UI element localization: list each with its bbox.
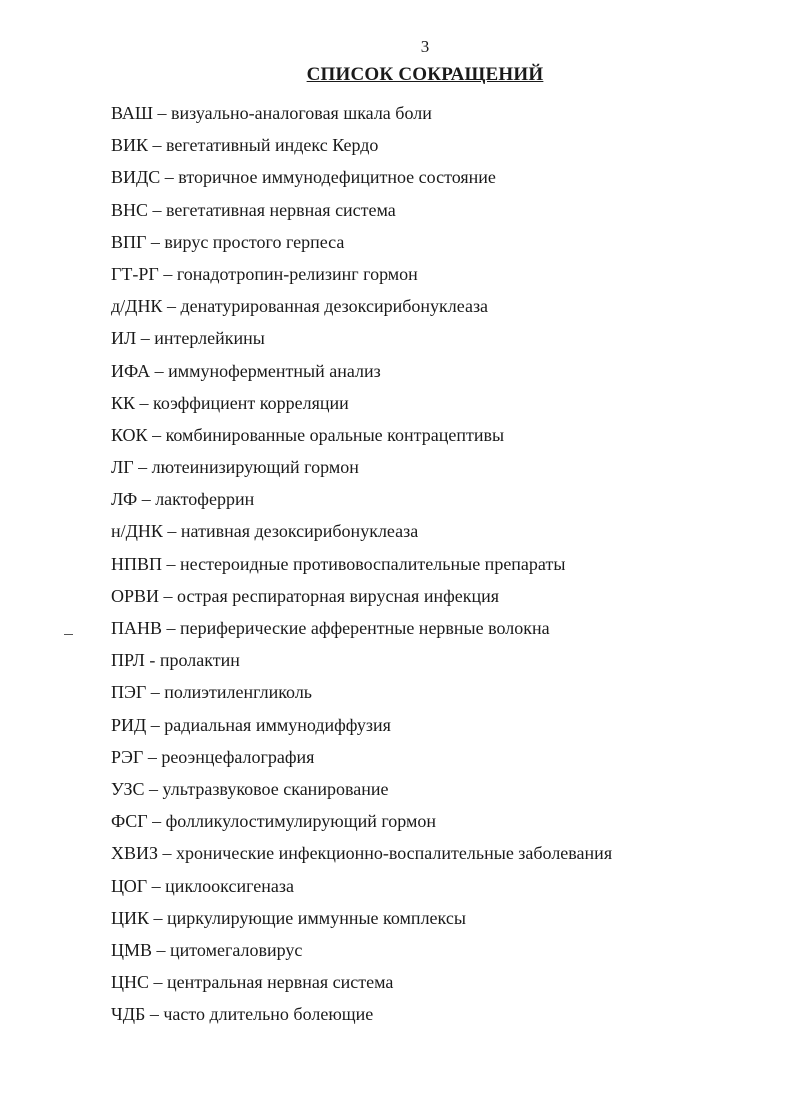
- abbreviation: ВАШ: [111, 103, 154, 123]
- abbreviation: ИЛ: [111, 328, 137, 349]
- dash-separator: –: [139, 392, 149, 413]
- abbreviation-list: [111, 97, 612, 1030]
- definition: лактоферрин: [155, 489, 255, 510]
- dash-separator: –: [150, 231, 160, 252]
- abbreviation: ПАНВ: [111, 618, 163, 638]
- list-item: [111, 805, 612, 837]
- list-item: [111, 580, 612, 612]
- list-item: [111, 934, 612, 966]
- abbreviation: ВИДС: [111, 167, 161, 188]
- page-number: 3: [420, 37, 430, 56]
- abbreviation: ВИК: [111, 135, 149, 156]
- abbreviation: НПВП: [111, 553, 163, 574]
- definition: гонадотропин-релизинг гормон: [176, 263, 418, 284]
- abbreviation: ПРЛ: [111, 650, 145, 671]
- dash-separator: –: [167, 521, 177, 542]
- definition: нестероидные противовоспалительные препараты: [180, 553, 566, 574]
- dash-separator: –: [163, 263, 173, 284]
- definition: пролактин: [159, 650, 240, 671]
- abbreviation: ЦНС: [111, 972, 150, 993]
- definition: вторичное иммунодефицитное состояние: [178, 167, 496, 188]
- definition: часто длительно болеющие: [163, 1004, 374, 1025]
- definition: циклооксигеназа: [165, 875, 294, 896]
- definition: вегетативный индекс Кердо: [166, 135, 379, 156]
- list-item: [111, 387, 612, 419]
- list-item: [111, 483, 612, 515]
- list-item: [111, 226, 612, 258]
- dash-separator: –: [141, 489, 151, 510]
- dash-separator: –: [152, 811, 162, 832]
- definition: визуально-аналоговая шкала боли: [171, 103, 432, 123]
- definition: нативная дезоксирибонуклеаза: [180, 521, 419, 542]
- abbreviation: КК: [111, 392, 136, 413]
- list-item: [111, 709, 612, 741]
- dash-separator: –: [157, 103, 167, 123]
- definition: острая респираторная вирусная инфекция: [177, 585, 500, 606]
- list-item: [111, 194, 612, 226]
- definition: радиальная иммунодиффузия: [164, 714, 391, 735]
- abbreviation: ГТ-РГ: [111, 263, 159, 284]
- abbreviation: ЛГ: [111, 457, 134, 478]
- definition: лютеинизирующий гормон: [151, 457, 359, 478]
- definition: коэффициент корреляции: [153, 392, 349, 413]
- abbreviation: ЦОГ: [111, 875, 148, 896]
- abbreviation: ФСГ: [111, 811, 148, 832]
- definition: интерлейкины: [154, 328, 265, 349]
- dash-separator: –: [153, 972, 163, 993]
- definition: полиэтиленгликоль: [164, 682, 313, 703]
- list-item: [111, 837, 612, 869]
- list-item: [111, 612, 612, 644]
- list-item: [111, 548, 612, 580]
- abbreviation: УЗС: [111, 778, 145, 799]
- definition: хронические инфекционно-воспалительные заболевания: [176, 843, 613, 864]
- definition: вирус простого герпеса: [164, 231, 345, 252]
- list-item: [111, 966, 612, 998]
- definition: периферические афферентные нервные волокна: [180, 618, 550, 638]
- dash-separator: –: [140, 328, 150, 349]
- definition: ультразвуковое сканирование: [162, 778, 389, 799]
- abbreviation: ВНС: [111, 199, 149, 220]
- dash-separator: –: [150, 682, 160, 703]
- dash-separator: –: [149, 1004, 159, 1025]
- dash-separator: –: [152, 424, 162, 445]
- abbreviation: ЧДБ: [111, 1004, 146, 1025]
- list-item: [111, 129, 612, 161]
- list-item: [111, 419, 612, 451]
- dash-separator: –: [151, 875, 161, 896]
- abbreviation: д/ДНК: [111, 296, 163, 317]
- list-item: [111, 258, 612, 290]
- list-item: [111, 161, 612, 193]
- abbreviation: ЦИК: [111, 907, 150, 928]
- abbreviation: ОРВИ: [111, 585, 160, 606]
- dash-separator: -: [149, 650, 156, 671]
- definition: реоэнцефалография: [161, 746, 315, 767]
- definition: комбинированные оральные контрацептивы: [165, 424, 505, 445]
- list-item: [111, 676, 612, 708]
- list-item: [111, 998, 612, 1030]
- abbreviation: ПЭГ: [111, 682, 147, 703]
- abbreviation: ИФА: [111, 360, 151, 381]
- dash-separator: –: [166, 296, 176, 317]
- dash-separator: –: [150, 714, 160, 735]
- abbreviation: н/ДНК: [111, 521, 163, 542]
- dash-separator: –: [147, 746, 157, 767]
- definition: фолликулостимулирующий гормон: [165, 811, 437, 832]
- dash-separator: –: [163, 585, 173, 606]
- abbreviation: РИД: [111, 714, 147, 735]
- list-item: [111, 355, 612, 387]
- dash-separator: –: [138, 457, 148, 478]
- definition: иммуноферментный анализ: [168, 360, 381, 381]
- list-item: [111, 451, 612, 483]
- dash-separator: –: [149, 778, 159, 799]
- dash-separator: –: [162, 843, 172, 864]
- list-item: [111, 741, 612, 773]
- list-item: [111, 870, 612, 902]
- dash-separator: –: [166, 618, 176, 638]
- abbreviation: ХВИЗ: [111, 843, 159, 864]
- abbreviation: ЛФ: [111, 489, 138, 510]
- dash-separator: –: [153, 907, 163, 928]
- abbreviation: ВПГ: [111, 231, 147, 252]
- list-item: [111, 644, 612, 676]
- abbreviation: ЦМВ: [111, 939, 153, 960]
- definition: циркулирующие иммунные комплексы: [167, 907, 466, 928]
- page-title: СПИСОК СОКРАЩЕНИЙ: [306, 64, 544, 85]
- list-item: [111, 290, 612, 322]
- abbreviation: РЭГ: [111, 746, 144, 767]
- dash-separator: –: [166, 553, 176, 574]
- definition: цитомегаловирус: [170, 939, 303, 960]
- dash-separator: –: [152, 135, 162, 156]
- margin-mark: [64, 634, 73, 635]
- dash-separator: –: [154, 360, 164, 381]
- dash-separator: –: [156, 939, 166, 960]
- definition: вегетативная нервная система: [166, 199, 396, 220]
- definition: центральная нервная система: [167, 972, 394, 993]
- list-item: [111, 97, 612, 129]
- dash-separator: –: [152, 199, 162, 220]
- list-item: [111, 322, 612, 354]
- dash-separator: –: [164, 167, 174, 188]
- definition: денатурированная дезоксирибонуклеаза: [180, 296, 489, 317]
- list-item: [111, 773, 612, 805]
- list-item: [111, 515, 612, 547]
- list-item: [111, 902, 612, 934]
- abbreviation: КОК: [111, 424, 148, 445]
